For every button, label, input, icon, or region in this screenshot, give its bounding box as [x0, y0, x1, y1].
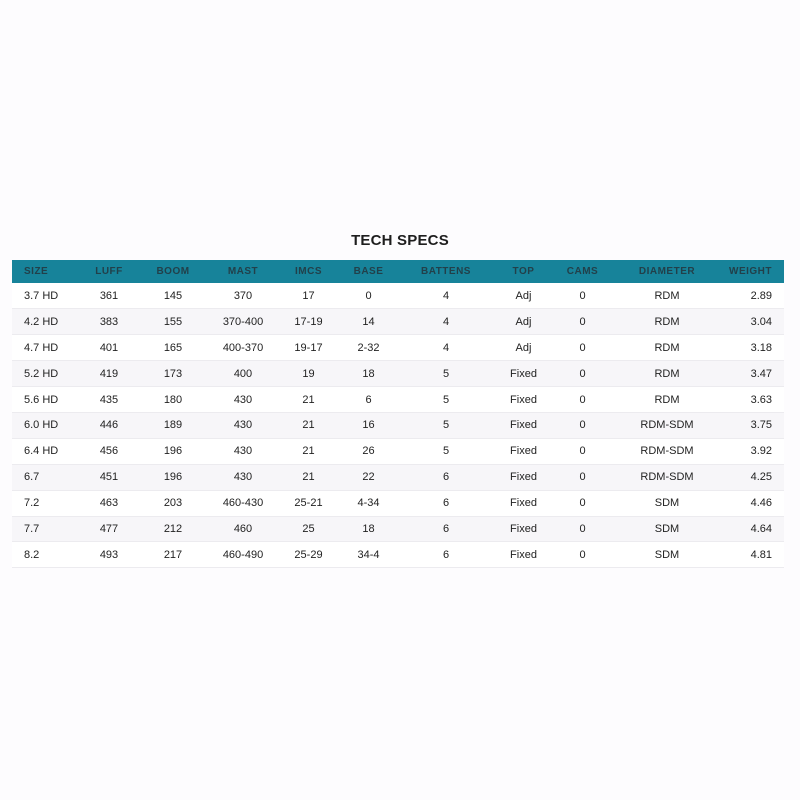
cell-base: 2-32 — [357, 341, 380, 354]
table-row — [12, 335, 784, 361]
cell-top: Fixed — [510, 419, 537, 432]
cell-diameter: RDM-SDM — [640, 419, 694, 432]
cell-battens: 5 — [442, 393, 450, 406]
cell-base: 6 — [365, 393, 372, 406]
table-row — [12, 464, 784, 490]
cell-cams: 0 — [579, 367, 586, 380]
column-header-imcs: IMCS — [295, 266, 322, 277]
cell-diameter: RDM-SDM — [640, 445, 694, 458]
cell-luff: 435 — [99, 393, 119, 406]
cell-top: Adj — [515, 315, 532, 328]
cell-boom: 180 — [163, 393, 183, 406]
cell-top: Fixed — [510, 522, 537, 535]
cell-diameter: RDM-SDM — [640, 471, 694, 484]
cell-battens: 6 — [442, 548, 450, 561]
cell-luff: 456 — [99, 445, 119, 458]
cell-cams: 0 — [579, 341, 586, 354]
cell-weight: 2.89 — [750, 289, 772, 302]
cell-top: Adj — [515, 341, 532, 354]
cell-luff: 493 — [99, 548, 119, 561]
cell-cams: 0 — [579, 497, 586, 510]
cell-imcs: 21 — [302, 393, 315, 406]
cell-boom: 196 — [163, 445, 183, 458]
cell-luff: 451 — [99, 471, 119, 484]
cell-diameter: RDM — [654, 393, 680, 406]
cell-cams: 0 — [579, 289, 586, 302]
cell-diameter: RDM — [654, 315, 680, 328]
column-header-cams: CAMS — [566, 266, 599, 277]
cell-diameter: RDM — [654, 289, 680, 302]
cell-top: Fixed — [510, 548, 537, 561]
cell-weight: 3.63 — [750, 393, 772, 406]
cell-imcs: 17-19 — [294, 315, 323, 328]
cell-weight: 4.25 — [750, 471, 772, 484]
cell-base: 14 — [362, 315, 375, 328]
table-row — [12, 438, 784, 464]
cell-cams: 0 — [579, 471, 586, 484]
cell-top: Fixed — [510, 367, 537, 380]
cell-mast: 430 — [233, 419, 253, 432]
cell-size: 7.2 — [24, 497, 40, 510]
cell-boom: 203 — [163, 497, 183, 510]
cell-mast: 460-490 — [222, 548, 264, 561]
table-row — [12, 542, 784, 568]
table-row — [12, 490, 784, 516]
cell-cams: 0 — [579, 419, 586, 432]
cell-base: 22 — [362, 471, 375, 484]
cell-base: 4-34 — [357, 497, 380, 510]
page-title: TECH SPECS — [351, 232, 449, 249]
cell-size: 4.2 HD — [24, 315, 59, 328]
column-header-top: TOP — [512, 266, 535, 277]
column-header-base: BASE — [353, 266, 384, 277]
column-header-battens: BATTENS — [421, 266, 471, 277]
cell-battens: 4 — [442, 289, 450, 302]
cell-luff: 361 — [99, 289, 119, 302]
cell-base: 18 — [362, 367, 375, 380]
cell-boom: 165 — [163, 341, 183, 354]
cell-luff: 383 — [99, 315, 119, 328]
cell-top: Adj — [515, 289, 532, 302]
table-row — [12, 516, 784, 542]
cell-cams: 0 — [579, 445, 586, 458]
column-header-weight: WEIGHT — [729, 266, 772, 277]
cell-mast: 430 — [233, 393, 253, 406]
cell-battens: 4 — [442, 315, 450, 328]
cell-boom: 145 — [163, 289, 183, 302]
cell-cams: 0 — [579, 522, 586, 535]
cell-top: Fixed — [510, 497, 537, 510]
cell-boom: 196 — [163, 471, 183, 484]
cell-mast: 400 — [233, 367, 253, 380]
cell-mast: 370 — [233, 289, 253, 302]
cell-luff: 419 — [99, 367, 119, 380]
table-row — [12, 309, 784, 335]
cell-cams: 0 — [579, 548, 586, 561]
cell-luff: 477 — [99, 522, 119, 535]
cell-weight: 3.18 — [750, 341, 772, 354]
cell-battens: 5 — [442, 445, 450, 458]
cell-top: Fixed — [510, 445, 537, 458]
cell-size: 5.6 HD — [24, 393, 59, 406]
cell-diameter: SDM — [654, 522, 680, 535]
cell-imcs: 19-17 — [294, 341, 323, 354]
cell-battens: 5 — [442, 367, 450, 380]
column-header-mast: MAST — [227, 266, 259, 277]
cell-boom: 173 — [163, 367, 183, 380]
table-row — [12, 283, 784, 309]
column-header-luff: LUFF — [95, 266, 123, 277]
cell-luff: 463 — [99, 497, 119, 510]
cell-mast: 460 — [233, 522, 253, 535]
cell-battens: 6 — [442, 522, 450, 535]
table-body — [12, 283, 784, 568]
cell-imcs: 21 — [302, 419, 315, 432]
cell-size: 4.7 HD — [24, 341, 59, 354]
cell-mast: 430 — [233, 445, 253, 458]
cell-base: 0 — [365, 289, 372, 302]
cell-weight: 4.64 — [750, 522, 772, 535]
table-row — [12, 387, 784, 413]
cell-top: Fixed — [510, 393, 537, 406]
cell-imcs: 17 — [302, 289, 315, 302]
cell-size: 3.7 HD — [24, 289, 59, 302]
cell-diameter: RDM — [654, 341, 680, 354]
cell-imcs: 25-29 — [294, 548, 323, 561]
cell-imcs: 25-21 — [294, 497, 323, 510]
cell-luff: 446 — [99, 419, 119, 432]
cell-boom: 189 — [163, 419, 183, 432]
cell-weight: 3.04 — [750, 315, 772, 328]
cell-mast: 370-400 — [222, 315, 264, 328]
cell-base: 26 — [362, 445, 375, 458]
cell-diameter: SDM — [654, 548, 680, 561]
cell-battens: 6 — [442, 497, 450, 510]
cell-battens: 5 — [442, 419, 450, 432]
cell-luff: 401 — [99, 341, 119, 354]
cell-size: 8.2 — [24, 548, 40, 561]
column-header-size: SIZE — [24, 266, 49, 277]
cell-imcs: 21 — [302, 445, 315, 458]
cell-imcs: 21 — [302, 471, 315, 484]
cell-weight: 4.46 — [750, 497, 772, 510]
cell-size: 6.4 HD — [24, 445, 59, 458]
cell-weight: 3.92 — [750, 445, 772, 458]
cell-diameter: RDM — [654, 367, 680, 380]
cell-size: 6.7 — [24, 471, 40, 484]
cell-weight: 3.75 — [750, 419, 772, 432]
cell-boom: 217 — [163, 548, 183, 561]
cell-cams: 0 — [579, 315, 586, 328]
cell-cams: 0 — [579, 393, 586, 406]
cell-weight: 3.47 — [750, 367, 772, 380]
cell-battens: 4 — [442, 341, 450, 354]
cell-base: 16 — [362, 419, 375, 432]
cell-diameter: SDM — [654, 497, 680, 510]
cell-base: 18 — [362, 522, 375, 535]
cell-boom: 212 — [163, 522, 183, 535]
table-header-row — [12, 260, 784, 283]
column-header-diameter: DIAMETER — [638, 266, 696, 277]
cell-weight: 4.81 — [750, 548, 772, 561]
cell-imcs: 25 — [302, 522, 315, 535]
cell-mast: 430 — [233, 471, 253, 484]
cell-mast: 460-430 — [222, 497, 264, 510]
cell-top: Fixed — [510, 471, 537, 484]
cell-size: 5.2 HD — [24, 367, 59, 380]
table-row — [12, 412, 784, 438]
tech-specs-table — [12, 260, 784, 568]
table-row — [12, 361, 784, 387]
cell-base: 34-4 — [357, 548, 380, 561]
cell-imcs: 19 — [302, 367, 315, 380]
cell-size: 6.0 HD — [24, 419, 59, 432]
cell-mast: 400-370 — [222, 341, 264, 354]
cell-boom: 155 — [163, 315, 183, 328]
column-header-boom: BOOM — [156, 266, 190, 277]
cell-size: 7.7 — [24, 522, 40, 535]
cell-battens: 6 — [442, 471, 450, 484]
